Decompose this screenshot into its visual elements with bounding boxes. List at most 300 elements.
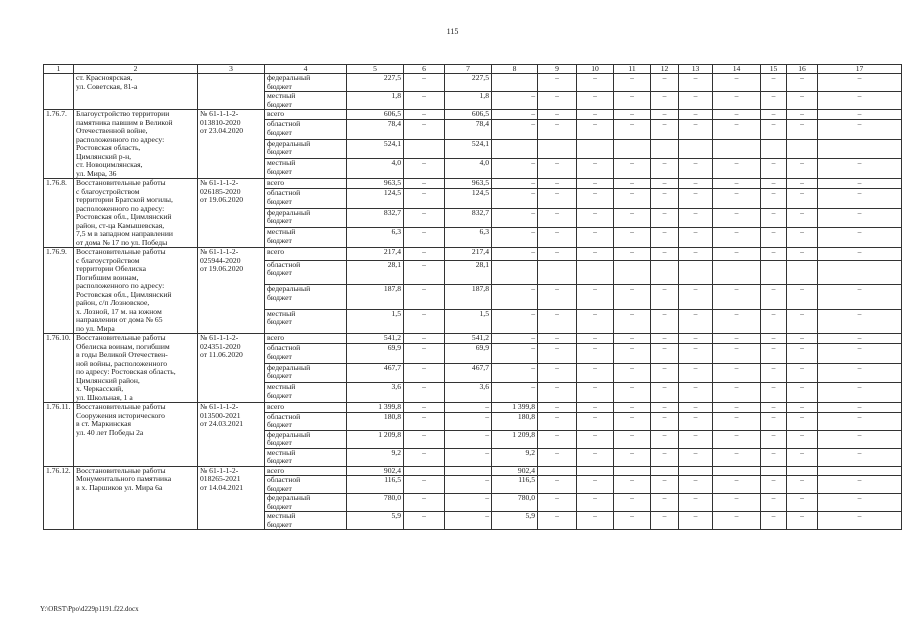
value-cell: – [651,403,679,413]
value-cell: – [538,363,577,383]
funding-source: всего [265,248,347,261]
value-cell: – [538,494,577,512]
registration-number: № 61-1-1-2- 013810-2020 от 23.04.2020 [198,110,265,179]
item-number: 1.76.8. [44,179,74,248]
object-name: Восстановительные работы Монументального памятника в х. Паршиков ул. Мира 6а [74,466,198,530]
value-cell: – [679,120,713,140]
value-cell: – [761,494,787,512]
value-cell: – [404,260,445,284]
total-value: 78,4 [347,120,404,140]
value-cell: – [679,403,713,413]
value-cell: – [651,74,679,92]
value-cell: – [577,430,614,448]
value-cell: – [818,110,902,120]
value-cell: – [614,120,651,140]
value-cell: – [492,285,538,309]
item-number: 1.76.12. [44,466,74,530]
value-cell: – [614,159,651,179]
value-cell: – [787,179,818,189]
header-cell: 1 [44,65,74,74]
value-cell: – [577,334,614,344]
value-cell: – [538,309,577,333]
value-cell: – [787,363,818,383]
value-cell: 1,8 [445,92,492,110]
table-row [44,466,902,476]
value-cell: – [787,92,818,110]
total-value: 1,5 [347,309,404,333]
value-cell: – [761,159,787,179]
registration-number: № 61-1-1-2- 026185-2020 от 19.06.2020 [198,179,265,248]
value-cell: – [614,110,651,120]
funding-source: федеральный бюджет [265,74,347,92]
value-cell: – [538,512,577,530]
object-name: ст. Красноярская, ул. Советская, 81-а [74,74,198,110]
value-cell: – [404,430,445,448]
value-cell: 606,5 [445,110,492,120]
value-cell: – [538,344,577,364]
value-cell: – [404,309,445,333]
value-cell: – [614,228,651,248]
value-cell: – [404,228,445,248]
value-cell: – [679,74,713,92]
value-cell: – [538,403,577,413]
value-cell: – [761,512,787,530]
value-cell: – [818,92,902,110]
value-cell: – [818,363,902,383]
value-cell [577,466,614,476]
value-cell: – [404,285,445,309]
value-cell: – [492,110,538,120]
value-cell: – [713,512,761,530]
value-cell: – [761,120,787,140]
value-cell: – [404,189,445,209]
value-cell: – [538,228,577,248]
value-cell: – [761,334,787,344]
header-cell: 3 [198,65,265,74]
total-value: 541,2 [347,334,404,344]
value-cell: – [818,344,902,364]
value-cell: – [679,494,713,512]
value-cell: – [679,159,713,179]
value-cell: – [651,334,679,344]
registration-number: № 61-1-1-2- 018265-2021 от 14.04.2021 [198,466,265,530]
header-cell: 16 [787,65,818,74]
value-cell: – [761,383,787,403]
total-value: 524,1 [347,139,404,159]
value-cell: – [577,189,614,209]
value-cell: – [761,344,787,364]
value-cell: – [818,74,902,92]
funding-source: местный бюджет [265,448,347,466]
item-number: 1.76.11. [44,403,74,467]
value-cell: – [787,120,818,140]
funding-source: всего [265,403,347,413]
value-cell [404,139,445,159]
value-cell: – [492,189,538,209]
header-cell: 10 [577,65,614,74]
value-cell: – [713,285,761,309]
value-cell: – [761,110,787,120]
funding-source: местный бюджет [265,383,347,403]
value-cell [818,260,902,284]
value-cell: – [679,248,713,261]
value-cell: – [679,512,713,530]
funding-source: местный бюджет [265,92,347,110]
value-cell: – [651,110,679,120]
value-cell: 780,0 [492,494,538,512]
value-cell: – [577,92,614,110]
value-cell: – [787,309,818,333]
total-value: 9,2 [347,448,404,466]
funding-source: областной бюджет [265,476,347,494]
value-cell [614,466,651,476]
value-cell: – [651,448,679,466]
value-cell: – [577,285,614,309]
value-cell: – [713,448,761,466]
value-cell: – [538,430,577,448]
value-cell: – [679,412,713,430]
value-cell: – [761,228,787,248]
value-cell: – [679,383,713,403]
value-cell: – [818,179,902,189]
value-cell: – [538,476,577,494]
header-cell: 13 [679,65,713,74]
value-cell: – [818,403,902,413]
value-cell: – [404,208,445,228]
value-cell: 963,5 [445,179,492,189]
value-cell: – [614,248,651,261]
value-cell: – [651,179,679,189]
value-cell [651,466,679,476]
value-cell: – [679,309,713,333]
table-row [44,403,902,413]
value-cell: – [404,383,445,403]
value-cell: – [713,120,761,140]
header-cell: 12 [651,65,679,74]
total-value: 1 209,8 [347,430,404,448]
value-cell [538,260,577,284]
table-row [44,179,902,189]
header-cell: 8 [492,65,538,74]
value-cell: – [818,494,902,512]
funding-source: областной бюджет [265,344,347,364]
value-cell: – [577,208,614,228]
value-cell: – [538,179,577,189]
funding-source: областной бюджет [265,260,347,284]
object-name: Благоустройство территории памятника павшим в Великой Отечественной войне, расположенного по адресу: Ростовская область, Цимлянский р-н, ст. Новоцимлянская, ул. Мира, 36 [74,110,198,179]
value-cell: – [651,159,679,179]
total-value: 1,8 [347,92,404,110]
value-cell: – [614,179,651,189]
value-cell: – [577,494,614,512]
value-cell: – [761,208,787,228]
funding-source: всего [265,179,347,189]
value-cell: – [651,309,679,333]
value-cell: – [577,120,614,140]
value-cell: – [492,92,538,110]
value-cell: – [614,383,651,403]
value-cell: – [614,448,651,466]
value-cell: – [818,476,902,494]
value-cell: – [679,430,713,448]
total-value: 69,9 [347,344,404,364]
value-cell [492,74,538,92]
value-cell: – [538,208,577,228]
total-value: 4,0 [347,159,404,179]
value-cell: – [713,110,761,120]
value-cell: 227,5 [445,74,492,92]
value-cell: – [445,412,492,430]
value-cell: – [577,159,614,179]
registration-number [198,74,265,110]
value-cell: – [651,430,679,448]
value-cell: – [713,494,761,512]
value-cell: – [577,476,614,494]
value-cell: – [761,412,787,430]
value-cell [492,139,538,159]
total-value: 5,9 [347,512,404,530]
value-cell: 541,2 [445,334,492,344]
value-cell: – [492,208,538,228]
funding-source: местный бюджет [265,309,347,333]
table-row [44,334,902,344]
value-cell: – [445,448,492,466]
value-cell: – [492,179,538,189]
value-cell [614,139,651,159]
value-cell: 28,1 [445,260,492,284]
value-cell: – [577,363,614,383]
value-cell: – [445,476,492,494]
value-cell: – [713,383,761,403]
header-cell: 4 [265,65,347,74]
value-cell: – [614,208,651,228]
value-cell: – [492,120,538,140]
value-cell: – [614,309,651,333]
value-cell: – [404,344,445,364]
value-cell: – [818,159,902,179]
value-cell: – [492,363,538,383]
value-cell: – [404,248,445,261]
registration-number: № 61-1-1-2- 013500-2021 от 24.03.2021 [198,403,265,467]
value-cell: – [538,120,577,140]
value-cell: 832,7 [445,208,492,228]
value-cell: – [614,74,651,92]
value-cell: – [787,74,818,92]
total-value: 902,4 [347,466,404,476]
value-cell: – [713,412,761,430]
item-number: 1.76.7. [44,110,74,179]
value-cell: – [787,512,818,530]
value-cell: – [713,179,761,189]
value-cell: 217,4 [445,248,492,261]
value-cell: – [445,512,492,530]
value-cell: – [679,363,713,383]
value-cell: – [818,430,902,448]
funding-source: федеральный бюджет [265,494,347,512]
value-cell: – [651,285,679,309]
value-cell: – [538,92,577,110]
value-cell: 78,4 [445,120,492,140]
value-cell: – [404,448,445,466]
value-cell: 69,9 [445,344,492,364]
value-cell: – [538,412,577,430]
value-cell: – [679,228,713,248]
value-cell: – [713,403,761,413]
object-name: Восстановительные работы с благоустройством территории Братской могилы, расположенного по адресу: Ростовская обл., Цимлянский район, ст-ца Камышевская, 7,5 м в западном направлении от дома № 17 по ул. Победы [74,179,198,248]
funding-source: местный бюджет [265,228,347,248]
value-cell [761,466,787,476]
value-cell: – [679,189,713,209]
value-cell: – [787,448,818,466]
value-cell: – [614,363,651,383]
value-cell: – [787,189,818,209]
header-cell: 11 [614,65,651,74]
value-cell [679,139,713,159]
value-cell: – [713,344,761,364]
value-cell: – [818,448,902,466]
budget-table [43,64,902,530]
value-cell: – [787,403,818,413]
registration-number: № 61-1-1-2- 024351-2020 от 11.06.2020 [198,334,265,403]
total-value: 6,3 [347,228,404,248]
value-cell: – [651,344,679,364]
value-cell: – [713,334,761,344]
value-cell: – [679,448,713,466]
value-cell: – [787,228,818,248]
value-cell: – [651,120,679,140]
value-cell: – [679,208,713,228]
object-name: Восстановительные работы Обелиска воинам, погибшим в годы Великой Отечествен- ной войны, расположенного по адресу: Ростовская область, Цимлянский район, х. Черкасский, ул. Школьная, 1 а [74,334,198,403]
value-cell: – [651,208,679,228]
value-cell: – [404,363,445,383]
value-cell: – [713,228,761,248]
value-cell: – [679,110,713,120]
value-cell: – [818,285,902,309]
value-cell: – [492,159,538,179]
value-cell [713,260,761,284]
value-cell: – [577,74,614,92]
value-cell: – [538,448,577,466]
value-cell: 5,9 [492,512,538,530]
value-cell: – [538,74,577,92]
value-cell: 180,8 [492,412,538,430]
value-cell: – [445,494,492,512]
value-cell: – [818,334,902,344]
total-value: 217,4 [347,248,404,261]
value-cell: – [713,363,761,383]
value-cell: – [713,476,761,494]
column-number-header [44,65,902,74]
value-cell: – [404,159,445,179]
object-name: Восстановительные работы Сооружения исторического в ст. Маркинская ул. 40 лет Победы 2а [74,403,198,467]
value-cell: – [538,189,577,209]
value-cell: 124,5 [445,189,492,209]
value-cell: – [404,92,445,110]
value-cell: – [404,476,445,494]
funding-source: местный бюджет [265,512,347,530]
value-cell: – [761,248,787,261]
value-cell: – [577,309,614,333]
value-cell: – [818,228,902,248]
value-cell: – [761,285,787,309]
value-cell: – [404,179,445,189]
value-cell: – [679,344,713,364]
funding-source: областной бюджет [265,412,347,430]
value-cell: 4,0 [445,159,492,179]
total-value: 180,8 [347,412,404,430]
value-cell: – [577,110,614,120]
value-cell: – [787,494,818,512]
value-cell: – [761,92,787,110]
header-cell: 17 [818,65,902,74]
value-cell: – [577,228,614,248]
value-cell: – [404,403,445,413]
total-value: 3,6 [347,383,404,403]
value-cell: – [492,344,538,364]
value-cell: – [538,285,577,309]
value-cell: – [679,92,713,110]
value-cell: – [761,430,787,448]
value-cell: – [787,383,818,403]
value-cell: – [761,363,787,383]
value-cell: 9,2 [492,448,538,466]
value-cell [651,139,679,159]
funding-source: федеральный бюджет [265,208,347,228]
value-cell: – [651,248,679,261]
value-cell: – [787,476,818,494]
value-cell: – [818,208,902,228]
value-cell: – [538,159,577,179]
value-cell: – [492,334,538,344]
value-cell: – [614,430,651,448]
value-cell [538,466,577,476]
value-cell: – [577,448,614,466]
value-cell: 1,5 [445,309,492,333]
header-cell: 9 [538,65,577,74]
value-cell: – [713,248,761,261]
value-cell [761,139,787,159]
value-cell: – [577,344,614,364]
funding-source: федеральный бюджет [265,285,347,309]
header-cell: 15 [761,65,787,74]
value-cell: – [651,494,679,512]
value-cell: – [651,92,679,110]
total-value: 832,7 [347,208,404,228]
value-cell: 3,6 [445,383,492,403]
value-cell: – [818,412,902,430]
value-cell: – [404,512,445,530]
value-cell: 524,1 [445,139,492,159]
value-cell: – [577,383,614,403]
value-cell: – [818,189,902,209]
funding-source: областной бюджет [265,120,347,140]
value-cell: – [761,476,787,494]
item-number [44,74,74,110]
value-cell: – [404,494,445,512]
value-cell: – [761,309,787,333]
value-cell: – [679,179,713,189]
funding-source: федеральный бюджет [265,430,347,448]
funding-source: всего [265,110,347,120]
value-cell: – [614,334,651,344]
header-cell: 6 [404,65,445,74]
value-cell: – [577,248,614,261]
value-cell: – [614,92,651,110]
value-cell: – [679,334,713,344]
table-row [44,248,902,261]
value-cell: – [614,344,651,364]
value-cell: – [818,512,902,530]
